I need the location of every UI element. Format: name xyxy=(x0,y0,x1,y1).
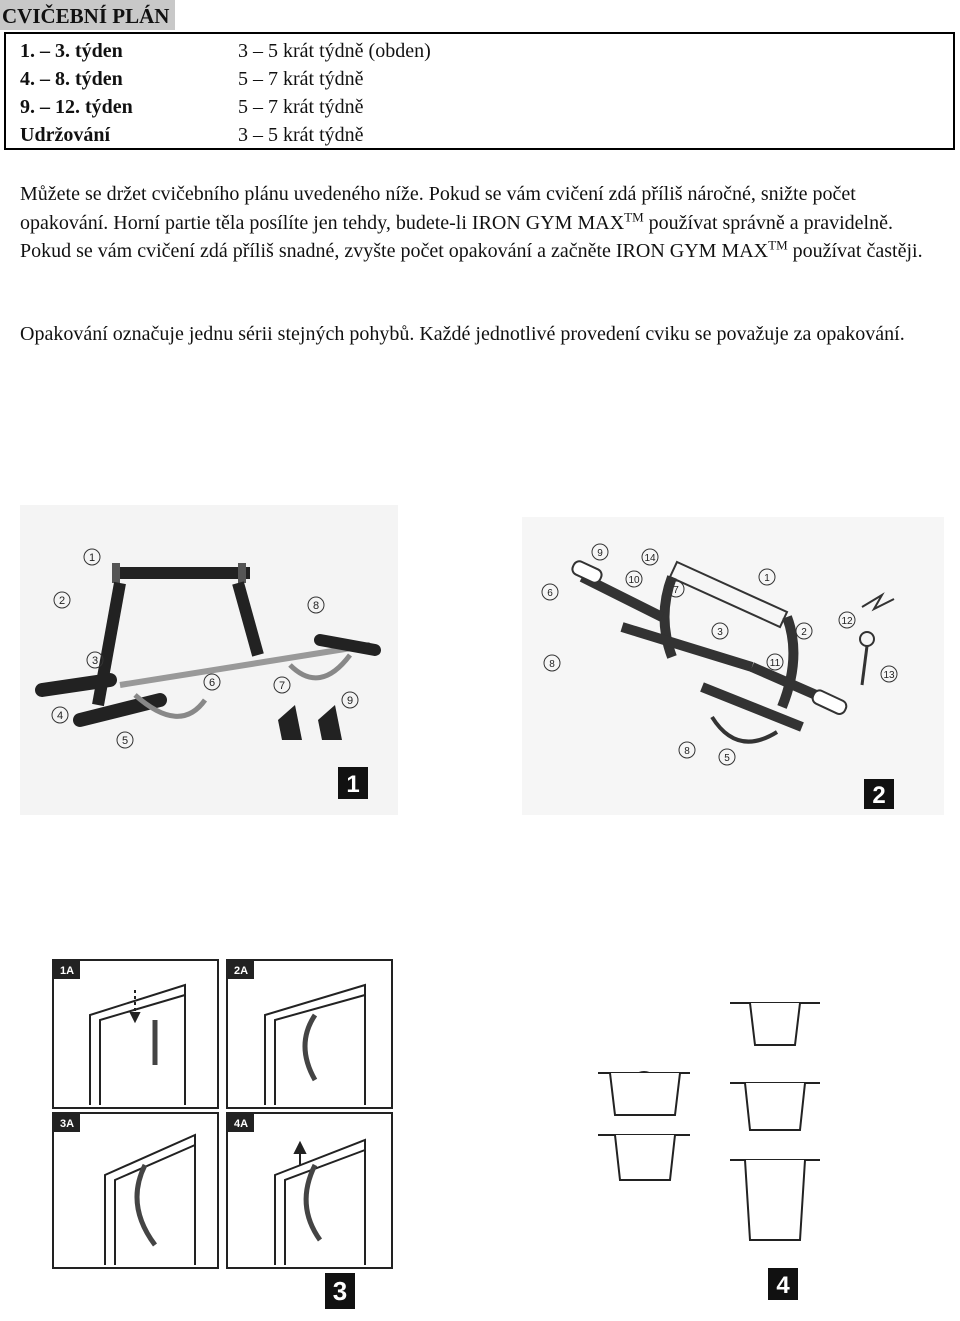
schedule-frequency: 5 – 7 krát týdně xyxy=(238,68,364,90)
schedule-period: 9. – 12. týden xyxy=(20,96,133,118)
panel-label: 4A xyxy=(233,1118,249,1130)
callout-number: 9 xyxy=(346,695,354,707)
callout-number: 8 xyxy=(549,659,555,670)
callout-number: 2 xyxy=(58,595,66,607)
callout-number: 8 xyxy=(684,746,690,757)
schedule-period: Udržování xyxy=(20,124,110,146)
intro-paragraph xyxy=(20,180,945,266)
schedule-period: 4. – 8. týden xyxy=(20,68,123,90)
callout-number: 14 xyxy=(644,553,656,564)
trademark-mark: TM xyxy=(768,237,788,253)
figure-1-assembled-bar xyxy=(20,505,398,815)
schedule-period: 1. – 3. týden xyxy=(20,40,123,62)
figure-number: 1 xyxy=(346,771,360,798)
intro-text-part: používat správně a pravidelně. Pokud se vám cvičení zdá příliš snadné, zvyšte počet opakování a začněte IRON GYM MAX xyxy=(20,211,893,262)
callout-number: 9 xyxy=(597,548,603,559)
page-heading: CVIČEBNÍ PLÁN xyxy=(0,0,175,30)
schedule-frequency: 3 – 5 krát týdně xyxy=(238,124,364,146)
schedule-table xyxy=(4,32,955,150)
callout-number: 4 xyxy=(56,710,64,722)
callout-number: 3 xyxy=(717,627,723,638)
callout-number: 5 xyxy=(121,735,129,747)
figure-number: 2 xyxy=(872,782,886,809)
figure-4-exercise-positions xyxy=(570,985,830,1305)
panel-label: 3A xyxy=(59,1118,75,1130)
callout-number: 6 xyxy=(547,588,553,599)
figure-3-mounting-steps xyxy=(45,955,425,1315)
callout-number: 1 xyxy=(764,573,770,584)
repetition-paragraph: Opakování označuje jednu sérii stejných pohybů. Každé jednotlivé provedení cviku se považuje za opakování. xyxy=(20,323,905,345)
callout-number: 3 xyxy=(91,655,99,667)
schedule-frequency: 5 – 7 krát týdně xyxy=(238,96,364,118)
callout-number: 10 xyxy=(628,575,640,586)
schedule-row xyxy=(20,65,940,93)
panel-label: 1A xyxy=(59,965,75,977)
schedule-row xyxy=(20,121,940,149)
callout-number: 7 xyxy=(673,585,679,596)
trademark-mark: TM xyxy=(624,208,644,224)
intro-text-part: Můžete se držet cvičebního plánu uvedeného níže. Pokud se vám cvičení zdá příliš náročné, snižte počet opakování. Horní partie těla posílíte jen tehdy, budete-li IRON GYM MAX xyxy=(20,183,856,234)
schedule-row xyxy=(20,37,940,65)
callout-number: 13 xyxy=(883,670,895,681)
callout-number: 12 xyxy=(841,616,853,627)
schedule-frequency: 3 – 5 krát týdně (obden) xyxy=(238,40,431,62)
callout-number: 2 xyxy=(801,627,807,638)
panel-label: 2A xyxy=(233,965,249,977)
intro-text-part: používat častěji. xyxy=(792,240,923,262)
callout-number: 11 xyxy=(769,658,781,669)
figure-number: 4 xyxy=(776,1272,790,1299)
callout-number: 5 xyxy=(724,753,730,764)
schedule-row xyxy=(20,93,940,121)
callout-number: 1 xyxy=(88,552,96,564)
callout-number: 8 xyxy=(312,600,320,612)
figure-2-exploded-view xyxy=(522,517,944,815)
callout-number: 7 xyxy=(278,680,286,692)
figure-number: 3 xyxy=(332,1276,348,1306)
callout-number: 6 xyxy=(208,677,216,689)
